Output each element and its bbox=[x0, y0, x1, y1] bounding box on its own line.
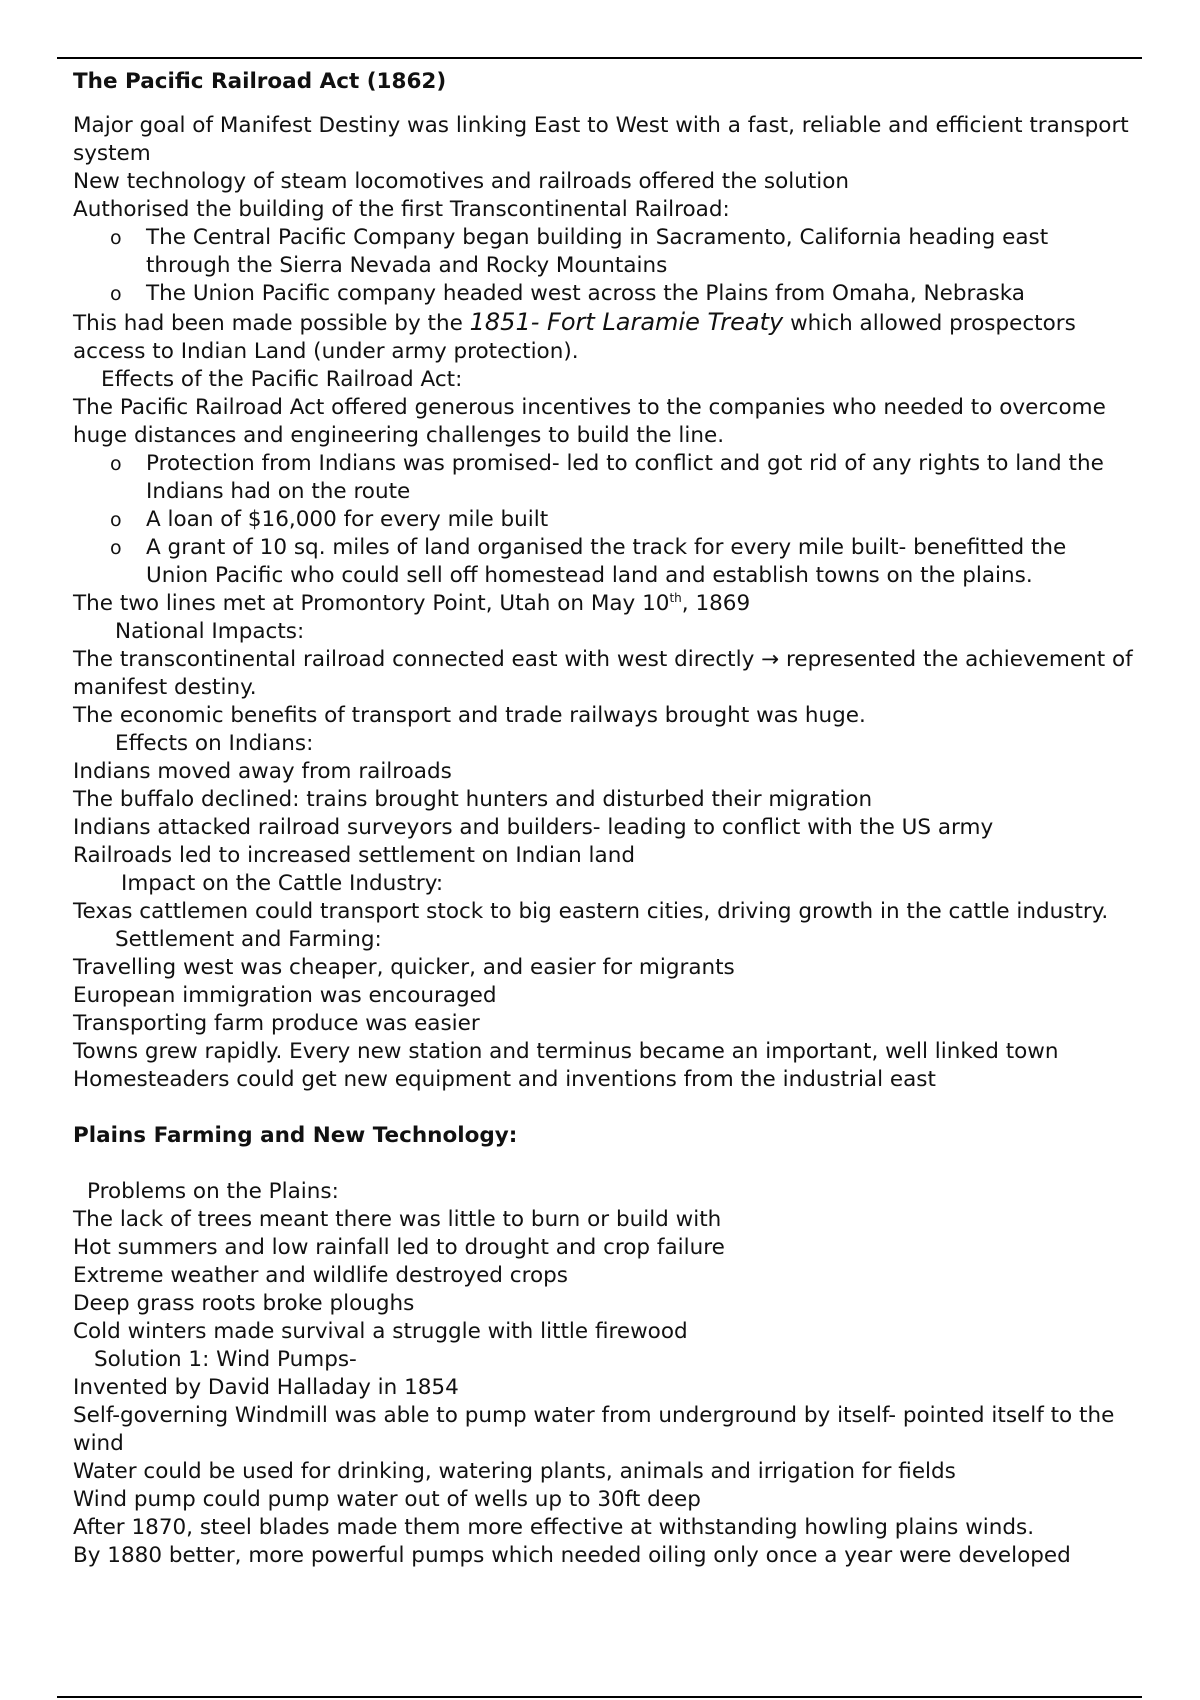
document-body bbox=[73, 68, 1133, 1570]
text-line: Travelling west was cheaper, quicker, and easier for migrants bbox=[73, 955, 735, 980]
bullet-marker: o bbox=[110, 453, 122, 475]
text-line: Wind pump could pump water out of wells up to 30ft deep bbox=[73, 1487, 701, 1512]
subheading-cattle: Impact on the Cattle Industry: bbox=[121, 871, 444, 896]
text-line: Transporting farm produce was easier bbox=[73, 1011, 480, 1036]
text-line: Hot summers and low rainfall led to drought and crop failure bbox=[73, 1235, 725, 1260]
text-line: Indians moved away from railroads bbox=[73, 759, 452, 784]
text-line: The Pacific Railroad Act offered generous incentives to the companies who needed to overcome huge distances and engineering challenges to build the line. bbox=[73, 395, 1106, 448]
text-line: By 1880 better, more powerful pumps which needed oiling only once a year were developed bbox=[73, 1543, 1071, 1568]
text-line: The buffalo declined: trains brought hunters and disturbed their migration bbox=[73, 787, 873, 812]
list-item-text: The Central Pacific Company began building in Sacramento, California heading east through the Sierra Nevada and Rocky Mountains bbox=[146, 225, 1049, 278]
bullet-marker: o bbox=[110, 283, 122, 305]
text-line: After 1870, steel blades made them more effective at withstanding howling plains winds. bbox=[73, 1515, 1035, 1540]
companies-list bbox=[73, 224, 1133, 308]
text-line: Deep grass roots broke ploughs bbox=[73, 1291, 415, 1316]
bullet-marker: o bbox=[110, 227, 122, 249]
text-line: New technology of steam locomotives and railroads offered the solution bbox=[73, 169, 850, 194]
meeting-post: , 1869 bbox=[681, 591, 751, 616]
list-item-text: The Union Pacific company headed west across the Plains from Omaha, Nebraska bbox=[146, 281, 1025, 306]
section-title-plains-farming: Plains Farming and New Technology: bbox=[73, 1123, 518, 1148]
subheading-settlement: Settlement and Farming: bbox=[115, 927, 382, 952]
bullet-marker: o bbox=[110, 537, 122, 559]
text-line: Cold winters made survival a struggle with little firewood bbox=[73, 1319, 688, 1344]
text-line: Self-governing Windmill was able to pump water from underground by itself- pointed itself to the wind bbox=[73, 1403, 1115, 1456]
treaty-pre: This had been made possible by the bbox=[73, 311, 470, 336]
text-line: Major goal of Manifest Destiny was linking East to West with a fast, reliable and efficient transport system bbox=[73, 113, 1129, 166]
list-item bbox=[73, 534, 1133, 590]
incentives-list bbox=[73, 450, 1133, 590]
meeting-sup: th bbox=[669, 590, 682, 605]
meeting-pre: The two lines met at Promontory Point, Utah on May 10 bbox=[73, 591, 670, 616]
subheading-problems: Problems on the Plains: bbox=[87, 1179, 339, 1204]
text-line: European immigration was encouraged bbox=[73, 983, 497, 1008]
text-line: Extreme weather and wildlife destroyed crops bbox=[73, 1263, 568, 1288]
subheading-national: National Impacts: bbox=[115, 619, 305, 644]
text-line: Towns grew rapidly. Every new station and terminus became an important, well linked town bbox=[73, 1039, 1059, 1064]
text-line: Invented by David Halladay in 1854 bbox=[73, 1375, 459, 1400]
list-item bbox=[73, 506, 1133, 534]
list-item-text: A loan of $16,000 for every mile built bbox=[146, 507, 549, 532]
text-line: The lack of trees meant there was little to burn or build with bbox=[73, 1207, 722, 1232]
list-item bbox=[73, 450, 1133, 506]
text-line: The economic benefits of transport and trade railways brought was huge. bbox=[73, 703, 866, 728]
list-item bbox=[73, 224, 1133, 280]
text-line: The transcontinental railroad connected east with west directly → represented the achievement of manifest destiny. bbox=[73, 647, 1133, 700]
list-item bbox=[73, 280, 1133, 308]
text-line: Railroads led to increased settlement on Indian land bbox=[73, 843, 635, 868]
section-title-railroad-act: The Pacific Railroad Act (1862) bbox=[73, 69, 447, 94]
list-item-text: A grant of 10 sq. miles of land organised the track for every mile built- benefitted the Union Pacific who could sell off homestead land and establish towns on the plains. bbox=[146, 535, 1067, 588]
subheading-effects: Effects of the Pacific Railroad Act: bbox=[101, 367, 463, 392]
bottom-rule bbox=[57, 1696, 1142, 1698]
treaty-line bbox=[73, 308, 1133, 366]
meeting-line bbox=[73, 590, 1133, 618]
text-line: Indians attacked railroad surveyors and builders- leading to conflict with the US army bbox=[73, 815, 994, 840]
list-item-text: Protection from Indians was promised- led to conflict and got rid of any rights to land the Indians had on the route bbox=[146, 451, 1104, 504]
text-line: Authorised the building of the first Transcontinental Railroad: bbox=[73, 197, 730, 222]
treaty-reference: 1851- Fort Laramie Treaty bbox=[469, 308, 784, 336]
text-line: Water could be used for drinking, watering plants, animals and irrigation for fields bbox=[73, 1459, 956, 1484]
subheading-indians: Effects on Indians: bbox=[115, 731, 314, 756]
bullet-marker: o bbox=[110, 509, 122, 531]
subheading-wind-pumps: Solution 1: Wind Pumps- bbox=[94, 1347, 357, 1372]
text-line: Homesteaders could get new equipment and inventions from the industrial east bbox=[73, 1067, 936, 1092]
text-line: Texas cattlemen could transport stock to big eastern cities, driving growth in the cattle industry. bbox=[73, 899, 1109, 924]
top-rule bbox=[57, 57, 1142, 59]
treaty-post: which allowed prospectors access to Indian Land (under army protection). bbox=[73, 311, 1076, 364]
